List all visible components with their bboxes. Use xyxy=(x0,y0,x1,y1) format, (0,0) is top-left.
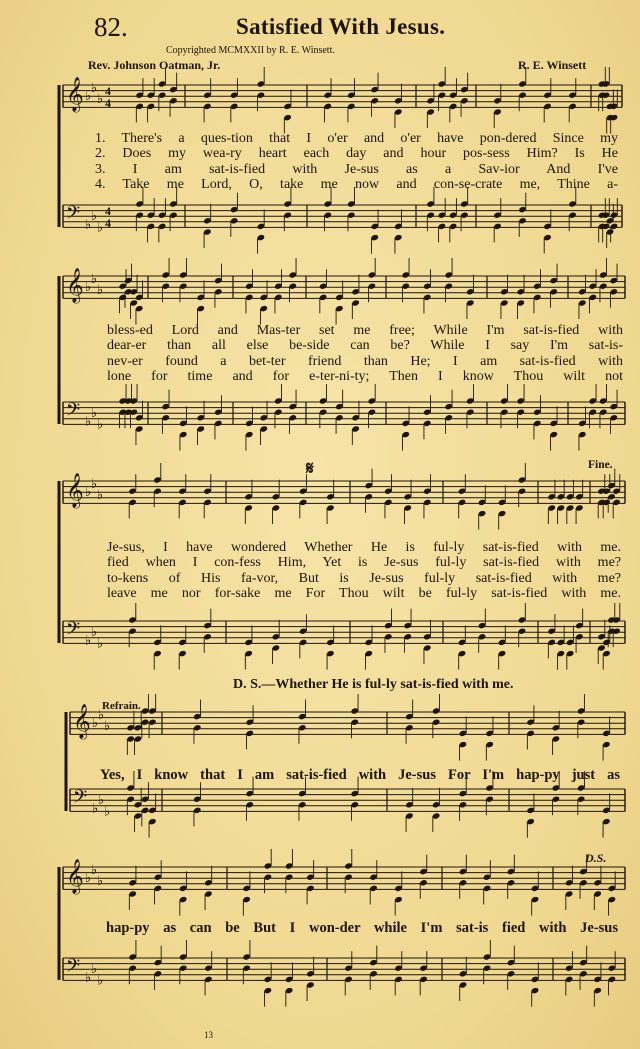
flat-icon: ♭ xyxy=(91,961,98,977)
verses-system-1 xyxy=(95,131,618,193)
flat-icon: ♭ xyxy=(91,79,98,95)
hymn-number: 82. xyxy=(94,12,128,42)
flat-icon: ♭ xyxy=(98,792,105,808)
fine-marker: Fine. xyxy=(588,459,613,471)
time-signature-top: 4 xyxy=(105,204,111,218)
flat-icon: ♭ xyxy=(91,475,98,491)
flat-icon: ♭ xyxy=(85,632,92,648)
flat-icon: ♭ xyxy=(97,972,104,988)
verse-3-line-1: 3. I am sat-is-fied with Je-sus as a Sav-ior And I've xyxy=(95,161,618,177)
flat-icon: ♭ xyxy=(91,861,98,877)
verse-3-line-2: nev-er found a bet-ter friend than He; I am sat-is-fied with xyxy=(107,353,623,369)
flat-icon: ♭ xyxy=(97,282,104,297)
ds-marker: D.S. xyxy=(585,851,607,865)
bass-clef-icon: 𝄢 xyxy=(66,203,81,228)
verse-4-line-3: leave me nor for-sake me For Thou wilt be ful-ly sat-is-fied with me. xyxy=(107,586,621,602)
refrain-label: Refrain. xyxy=(102,700,141,712)
treble-clef-icon: 𝄞 xyxy=(66,77,84,112)
flat-icon: ♭ xyxy=(85,279,92,295)
flat-icon: ♭ xyxy=(85,969,92,985)
flat-icon: ♭ xyxy=(85,216,92,232)
treble-clef-icon: 𝄞 xyxy=(66,473,84,508)
verse-4-line-2: lone for time and for e-ter-ni-ty; Then I know Thou wilt not xyxy=(107,369,623,385)
flat-icon: ♭ xyxy=(97,635,104,651)
flat-icon: ♭ xyxy=(104,718,111,733)
bass-clef-icon: 𝄢 xyxy=(66,619,81,644)
verse-3-line-3: to-kens of His fa-vor, But is Je-sus ful-ly sat-is-fied with me? xyxy=(107,570,621,586)
flat-icon: ♭ xyxy=(85,870,92,886)
flat-icon: ♭ xyxy=(97,487,104,502)
flat-icon: ♭ xyxy=(92,800,99,816)
copyright-notice: Copyrighted MCMXXII by R. E. Winsett. xyxy=(166,45,335,56)
flat-icon: ♭ xyxy=(97,873,104,888)
flat-icon: ♭ xyxy=(97,219,104,235)
bass-clef-icon: 𝄢 xyxy=(73,787,88,812)
time-signature-bottom: 4 xyxy=(105,96,111,110)
lyricist-credit: Rev. Johnson Oatman, Jr. xyxy=(88,58,221,72)
verse-2-line-3: fied when I con-fess Him, Yet is Je-sus ful-ly sat-is-fied with me? xyxy=(107,555,621,571)
flat-icon: ♭ xyxy=(97,416,104,432)
hymn-title: Satisfied With Jesus. xyxy=(236,14,446,39)
flat-icon: ♭ xyxy=(97,91,104,106)
treble-clef-icon: 𝄞 xyxy=(73,704,91,739)
flat-icon: ♭ xyxy=(91,208,98,224)
flat-icon: ♭ xyxy=(92,715,99,731)
verse-1-line-1: 1. There's a ques-tion that I o'er and o'er have pon-dered Since my xyxy=(95,131,618,146)
time-signature-top: 4 xyxy=(105,84,111,98)
flat-icon: ♭ xyxy=(91,624,98,640)
bass-clef-icon: 𝄢 xyxy=(66,956,81,981)
verses-system-3 xyxy=(107,540,621,602)
composer-credit: R. E. Winsett xyxy=(518,58,587,72)
treble-clef-icon: 𝄞 xyxy=(66,859,84,894)
flat-icon: ♭ xyxy=(98,706,105,722)
flat-icon: ♭ xyxy=(104,803,111,819)
refrain-line-1: Yes, I know that I am sat-is-fied with Je-sus For I'm hap-py just as xyxy=(100,767,620,783)
verse-2-line-2: dear-er than all else be-side can be? While I say I'm sat-is- xyxy=(107,338,623,354)
verse-1-line-2: bless-ed Lord and Mas-ter set me free; While I'm sat-is-fied with xyxy=(107,323,623,338)
flat-icon: ♭ xyxy=(85,413,92,429)
page-footer-mark: 13 xyxy=(204,1030,213,1040)
bass-clef-icon: 𝄢 xyxy=(66,400,81,425)
time-signature-bottom: 4 xyxy=(105,216,111,230)
flat-icon: ♭ xyxy=(91,270,98,286)
treble-clef-icon: 𝄞 xyxy=(66,268,84,303)
flat-icon: ♭ xyxy=(91,405,98,421)
segno-icon: 𝄋 xyxy=(306,458,314,478)
refrain-line-2: hap-py as can be But I won-der while I'm sat-is fied with Je-sus xyxy=(106,920,618,936)
flat-icon: ♭ xyxy=(85,484,92,500)
verse-4-line-1: 4. Take me Lord, O, take me now and con-se-crate me, Thine a- xyxy=(95,177,618,193)
verse-2-line-1: 2. Does my wea-ry heart each day and hour pos-sess Him? Is He xyxy=(95,146,618,162)
verses-system-2 xyxy=(107,323,623,385)
flat-icon: ♭ xyxy=(85,88,92,104)
verse-1-line-3: Je-sus, I have wondered Whether He is ful-ly sat-is-fied with me. xyxy=(107,540,621,555)
ds-lyric-line: D. S.—Whether He is ful-ly sat-is-fied with me. xyxy=(233,677,514,692)
